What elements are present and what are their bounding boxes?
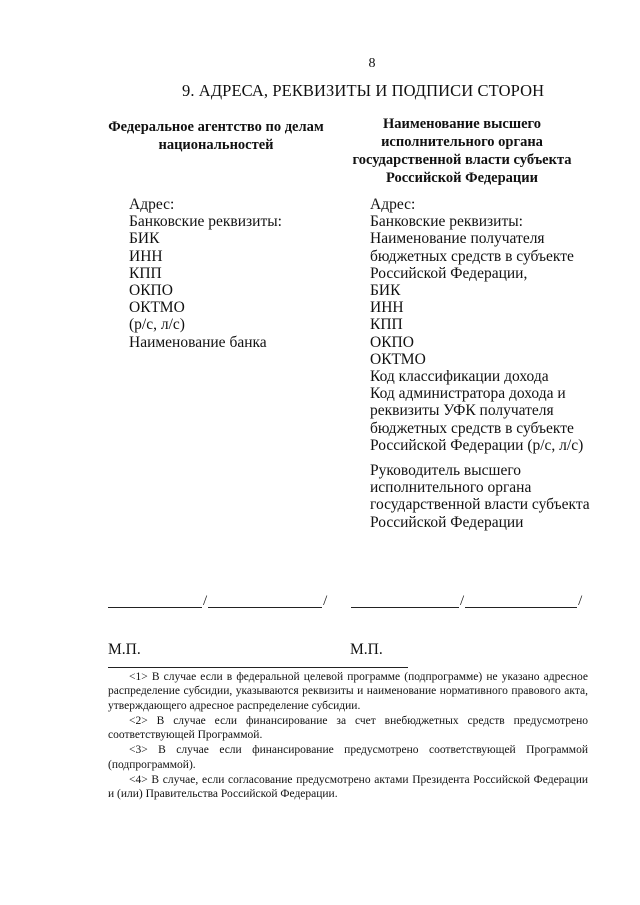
right-detail-line: ОКПО	[370, 333, 414, 351]
signatory-line: государственной власти субъекта	[370, 496, 590, 514]
signatory-line: Руководитель высшего	[370, 462, 522, 479]
right-detail-line: КПП	[370, 316, 403, 334]
right-detail-line: Российской Федерации,	[370, 264, 528, 282]
signature-separator: /	[203, 593, 208, 609]
left-detail-address: Адрес:	[129, 196, 175, 213]
right-name-field	[465, 594, 577, 608]
right-detail-line: Банковские реквизиты:	[370, 213, 523, 231]
footnote-1: <1> В случае если в федеральной целевой программе (подпрограмме) не указано адресное распределение субсидии, указываются реквизиты и наименование нормативного правового акта, утверждающего адресное распределение субсидии.	[108, 671, 588, 712]
right-signature-line	[351, 590, 583, 609]
right-detail-line: ОКТМО	[370, 350, 426, 368]
right-stamp-place: М.П.	[350, 641, 383, 658]
page-number: 8	[368, 56, 376, 71]
left-detail-oktmo: ОКТМО	[129, 299, 185, 317]
footnote-2: <2> В случае если финансирование за счет внебюджетных средств предусмотрено соответствующей Программой.	[108, 714, 588, 742]
signature-separator: /	[460, 593, 465, 609]
left-detail-bik: БИК	[129, 230, 160, 248]
right-signature-field	[351, 594, 459, 608]
left-heading-line: Федеральное агентство по делам	[108, 119, 324, 135]
right-detail-line: Адрес:	[370, 196, 416, 213]
left-party-details	[129, 196, 282, 351]
footnote-divider	[108, 667, 408, 668]
right-detail-line: ИНН	[370, 299, 404, 317]
left-detail-bank-requisites: Банковские реквизиты:	[129, 213, 282, 231]
right-detail-line: реквизиты УФК получателя	[370, 402, 554, 420]
left-heading-line: национальностей	[158, 137, 274, 153]
right-party-details	[370, 196, 583, 454]
left-detail-accounts: (р/с, л/с)	[129, 316, 185, 334]
right-detail-line: Российской Федерации (р/с, л/с)	[370, 436, 584, 454]
footnote-4: <4> В случае, если согласование предусмотрено актами Президента Российской Федерации и (или) Правительства Российской Федерации.	[108, 774, 588, 801]
signature-separator: /	[578, 593, 583, 609]
right-heading-line: государственной власти субъекта	[352, 152, 572, 168]
left-detail-inn: ИНН	[129, 247, 163, 265]
right-detail-line: бюджетных средств в субъекте	[370, 247, 574, 265]
left-signature-line	[108, 590, 328, 609]
right-heading-line: Российской Федерации	[385, 170, 538, 186]
footnote-3: <3> В случае если финансирование предусмотрено соответствующей Программой (подпрограммой).	[108, 744, 588, 771]
right-detail-line: Код администратора дохода и	[370, 385, 566, 403]
left-stamp-place: М.П.	[108, 641, 141, 658]
right-party-heading	[342, 115, 582, 187]
right-detail-line: Наименование получателя	[370, 230, 545, 248]
left-signature-field	[108, 594, 202, 608]
left-party-heading	[96, 118, 336, 154]
left-detail-okpo: ОКПО	[129, 282, 173, 300]
right-signatory-title	[370, 462, 590, 531]
left-detail-bank-name: Наименование банка	[129, 333, 267, 351]
right-detail-line: Код классификации дохода	[370, 368, 549, 386]
signatory-line: Российской Федерации	[370, 513, 524, 531]
footnotes	[108, 670, 588, 803]
right-heading-line: исполнительного органа	[381, 134, 543, 150]
left-detail-kpp: КПП	[129, 264, 162, 282]
left-name-field	[208, 594, 322, 608]
signature-separator: /	[323, 593, 328, 609]
right-heading-line: Наименование высшего	[382, 116, 542, 132]
right-detail-line: БИК	[370, 282, 401, 300]
signatory-line: исполнительного органа	[370, 479, 532, 497]
section-title: 9. АДРЕСА, РЕКВИЗИТЫ И ПОДПИСИ СТОРОН	[182, 81, 545, 100]
right-detail-line: бюджетных средств в субъекте	[370, 419, 574, 437]
